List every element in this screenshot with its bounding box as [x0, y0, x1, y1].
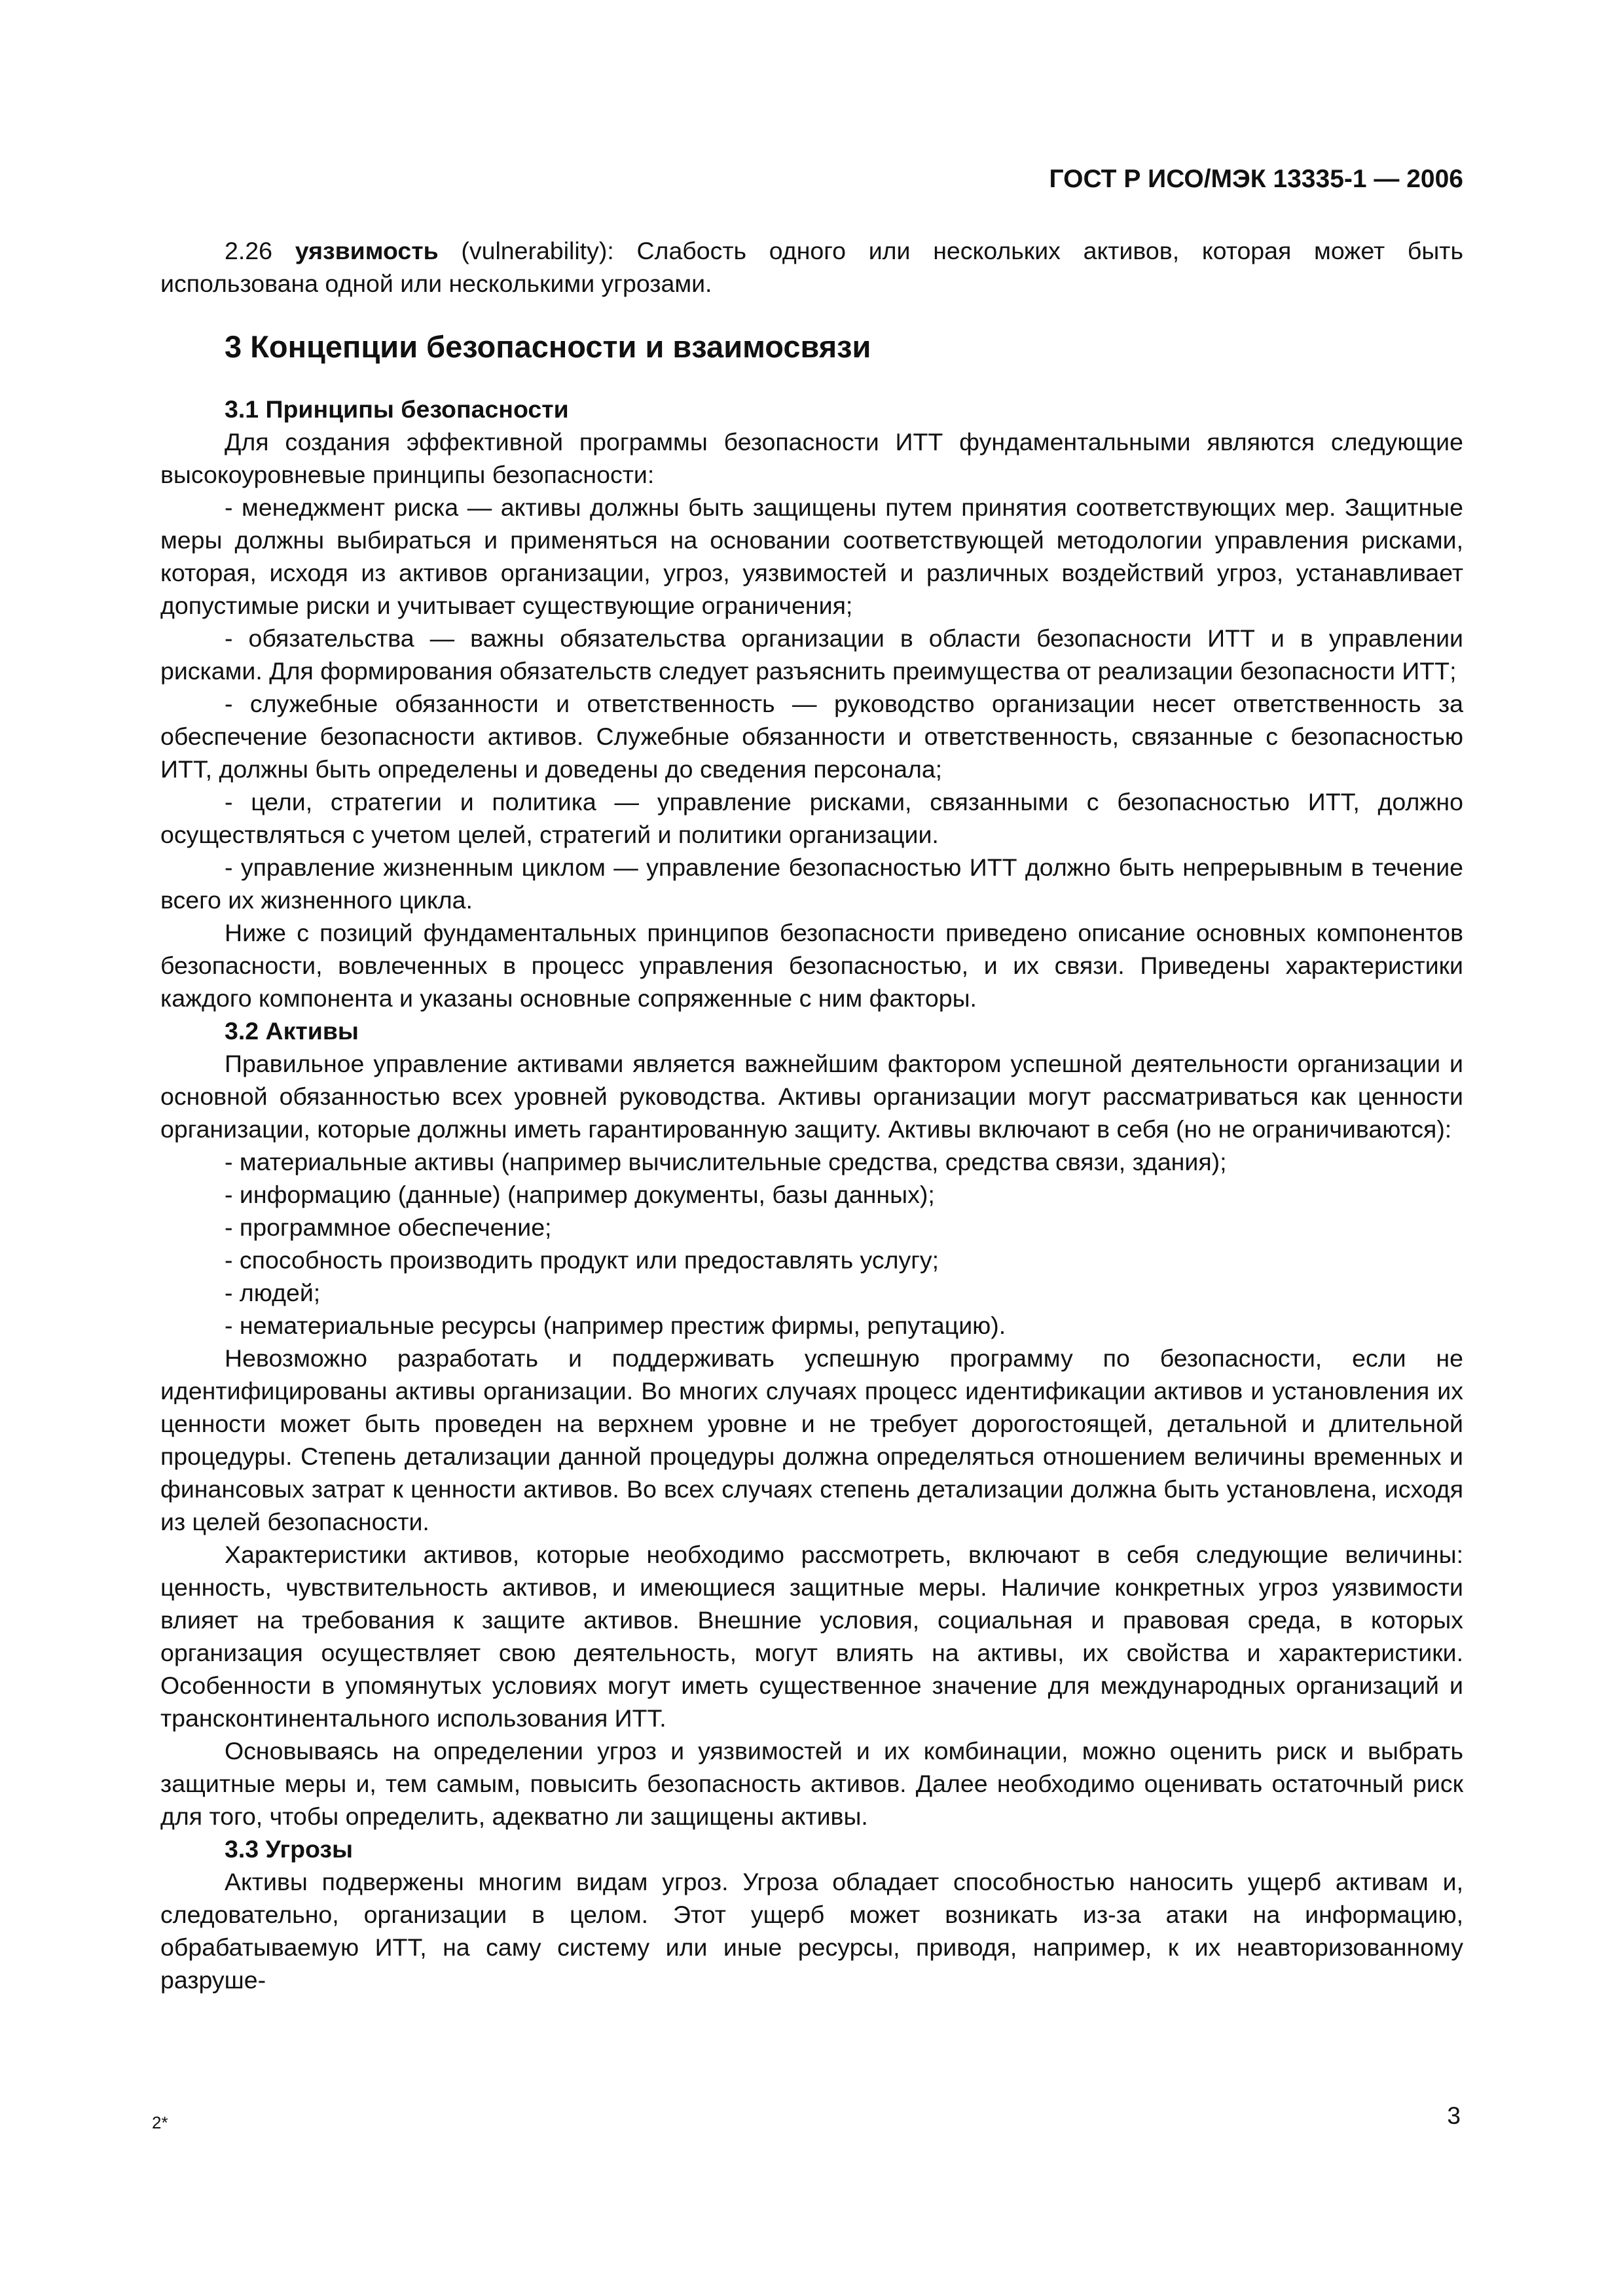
paragraph: Невозможно разработать и поддерживать успешную программу по безопасности, если не идентифицированы активы организации. Во многих случаях процесс идентификации активов и установления их ценности может быть проведен на верхнем уровне и не требует дорогостоящей, детальной и длительной процедуры. Степень детализации данной процедуры должна определяться отношением величины временных и финансовых затрат к ценности активов. Во всех случаях степень детализации должна быть установлена, исходя из целей безопасности.: [160, 1344, 1463, 1535]
paragraph: Ниже с позиций фундаментальных принципов безопасности приведено описание основных компонентов безопасности, вовлеченных в процесс управления безопасностью, и их связи. Приведены характеристики каждого компонента и указаны основные сопряженные с ним факторы.: [160, 919, 1463, 1012]
definition-number: 2.26: [225, 237, 272, 264]
subsection-3-3-heading: 3.3 Угрозы: [225, 1835, 354, 1863]
standard-code-header: ГОСТ Р ИСО/МЭК 13335-1 — 2006: [1049, 165, 1463, 193]
principle-item: - служебные обязанности и ответственность — руководство организации несет ответственность за обеспечение безопасности активов. Служебные обязанности и ответственность, связанные с безопасностью ИТТ, должны быть определены и доведены до сведения персонала;: [160, 690, 1463, 783]
asset-item: - материальные активы (например вычислительные средства, средства связи, здания);: [225, 1148, 1227, 1175]
paragraph: Основываясь на определении угроз и уязвимостей и их комбинации, можно оценить риск и выбрать защитные меры и, тем самым, повысить безопасность активов. Далее необходимо оценивать остаточный риск для того, чтобы определить, адекватно ли защищены активы.: [160, 1737, 1463, 1830]
definition-2-26: [160, 234, 1463, 300]
page-number: 3: [1447, 2102, 1461, 2129]
page-content: [160, 234, 1463, 1996]
principle-item: - цели, стратегии и политика — управление рисками, связанными с безопасностью ИТТ, должно осуществляться с учетом целей, стратегий и политики организации.: [160, 788, 1463, 848]
section-3-heading: 3 Концепции безопасности и взаимосвязи: [225, 329, 871, 364]
principle-item: - управление жизненным циклом — управление безопасностью ИТТ должно быть непрерывным в течение всего их жизненного цикла.: [160, 853, 1463, 914]
asset-item: - программное обеспечение;: [225, 1213, 552, 1241]
sheet-mark: 2*: [152, 2113, 168, 2132]
paragraph: Активы подвержены многим видам угроз. Угроза обладает способностью наносить ущерб активам и, следовательно, организации в целом. Этот ущерб может возникать из-за атаки на информацию, обрабатываемую ИТТ, на саму систему или иные ресурсы, приводя, например, к их неавторизованному разруше-: [160, 1868, 1463, 1994]
asset-item: - информацию (данные) (например документы, базы данных);: [225, 1181, 935, 1208]
paragraph: Правильное управление активами является важнейшим фактором успешной деятельности организации и основной обязанностью всех уровней руководства. Активы организации могут рассматриваться как ценности организации, которые должны иметь гарантированную защиту. Активы включают в себя (но не ограничиваются):: [160, 1050, 1463, 1143]
principle-item: - обязательства — важны обязательства организации в области безопасности ИТТ и в управлении рисками. Для формирования обязательств следует разъяснить преимущества от реализации безопасности ИТТ;: [160, 624, 1463, 685]
paragraph: Для создания эффективной программы безопасности ИТТ фундаментальными являются следующие высокоуровневые принципы безопасности:: [160, 428, 1463, 488]
definition-text: (vulnerability): Слабость одного или нескольких активов, которая может быть использована одной или несколькими угрозами.: [160, 237, 1463, 297]
definition-term: уязвимость: [295, 237, 439, 264]
paragraph: Характеристики активов, которые необходимо рассмотреть, включают в себя следующие величины: ценность, чувствительность активов, и имеющиеся защитные меры. Наличие конкретных угроз уязвимости влияет на требования к защите активов. Внешние условия, социальная и правовая среда, в которых организация осуществляет свою деятельность, могут влиять на активы, их свойства и характеристики. Особенности в упомянутых условиях могут иметь существенное значение для международных организаций и трансконтинентального использования ИТТ.: [160, 1541, 1463, 1732]
asset-item: - способность производить продукт или предоставлять услугу;: [225, 1246, 939, 1274]
asset-item: - нематериальные ресурсы (например престиж фирмы, репутацию).: [225, 1312, 1006, 1339]
asset-item: - людей;: [225, 1279, 321, 1306]
subsection-3-2-heading: 3.2 Активы: [225, 1017, 359, 1045]
principle-item: - менеджмент риска — активы должны быть защищены путем принятия соответствующих мер. Защитные меры должны выбираться и применяться на основании соответствующей методологии управления рисками, которая, исходя из активов организации, угроз, уязвимостей и различных воздействий угроз, устанавливает допустимые риски и учитывает существующие ограничения;: [160, 493, 1463, 619]
subsection-3-1-heading: 3.1 Принципы безопасности: [225, 395, 569, 423]
